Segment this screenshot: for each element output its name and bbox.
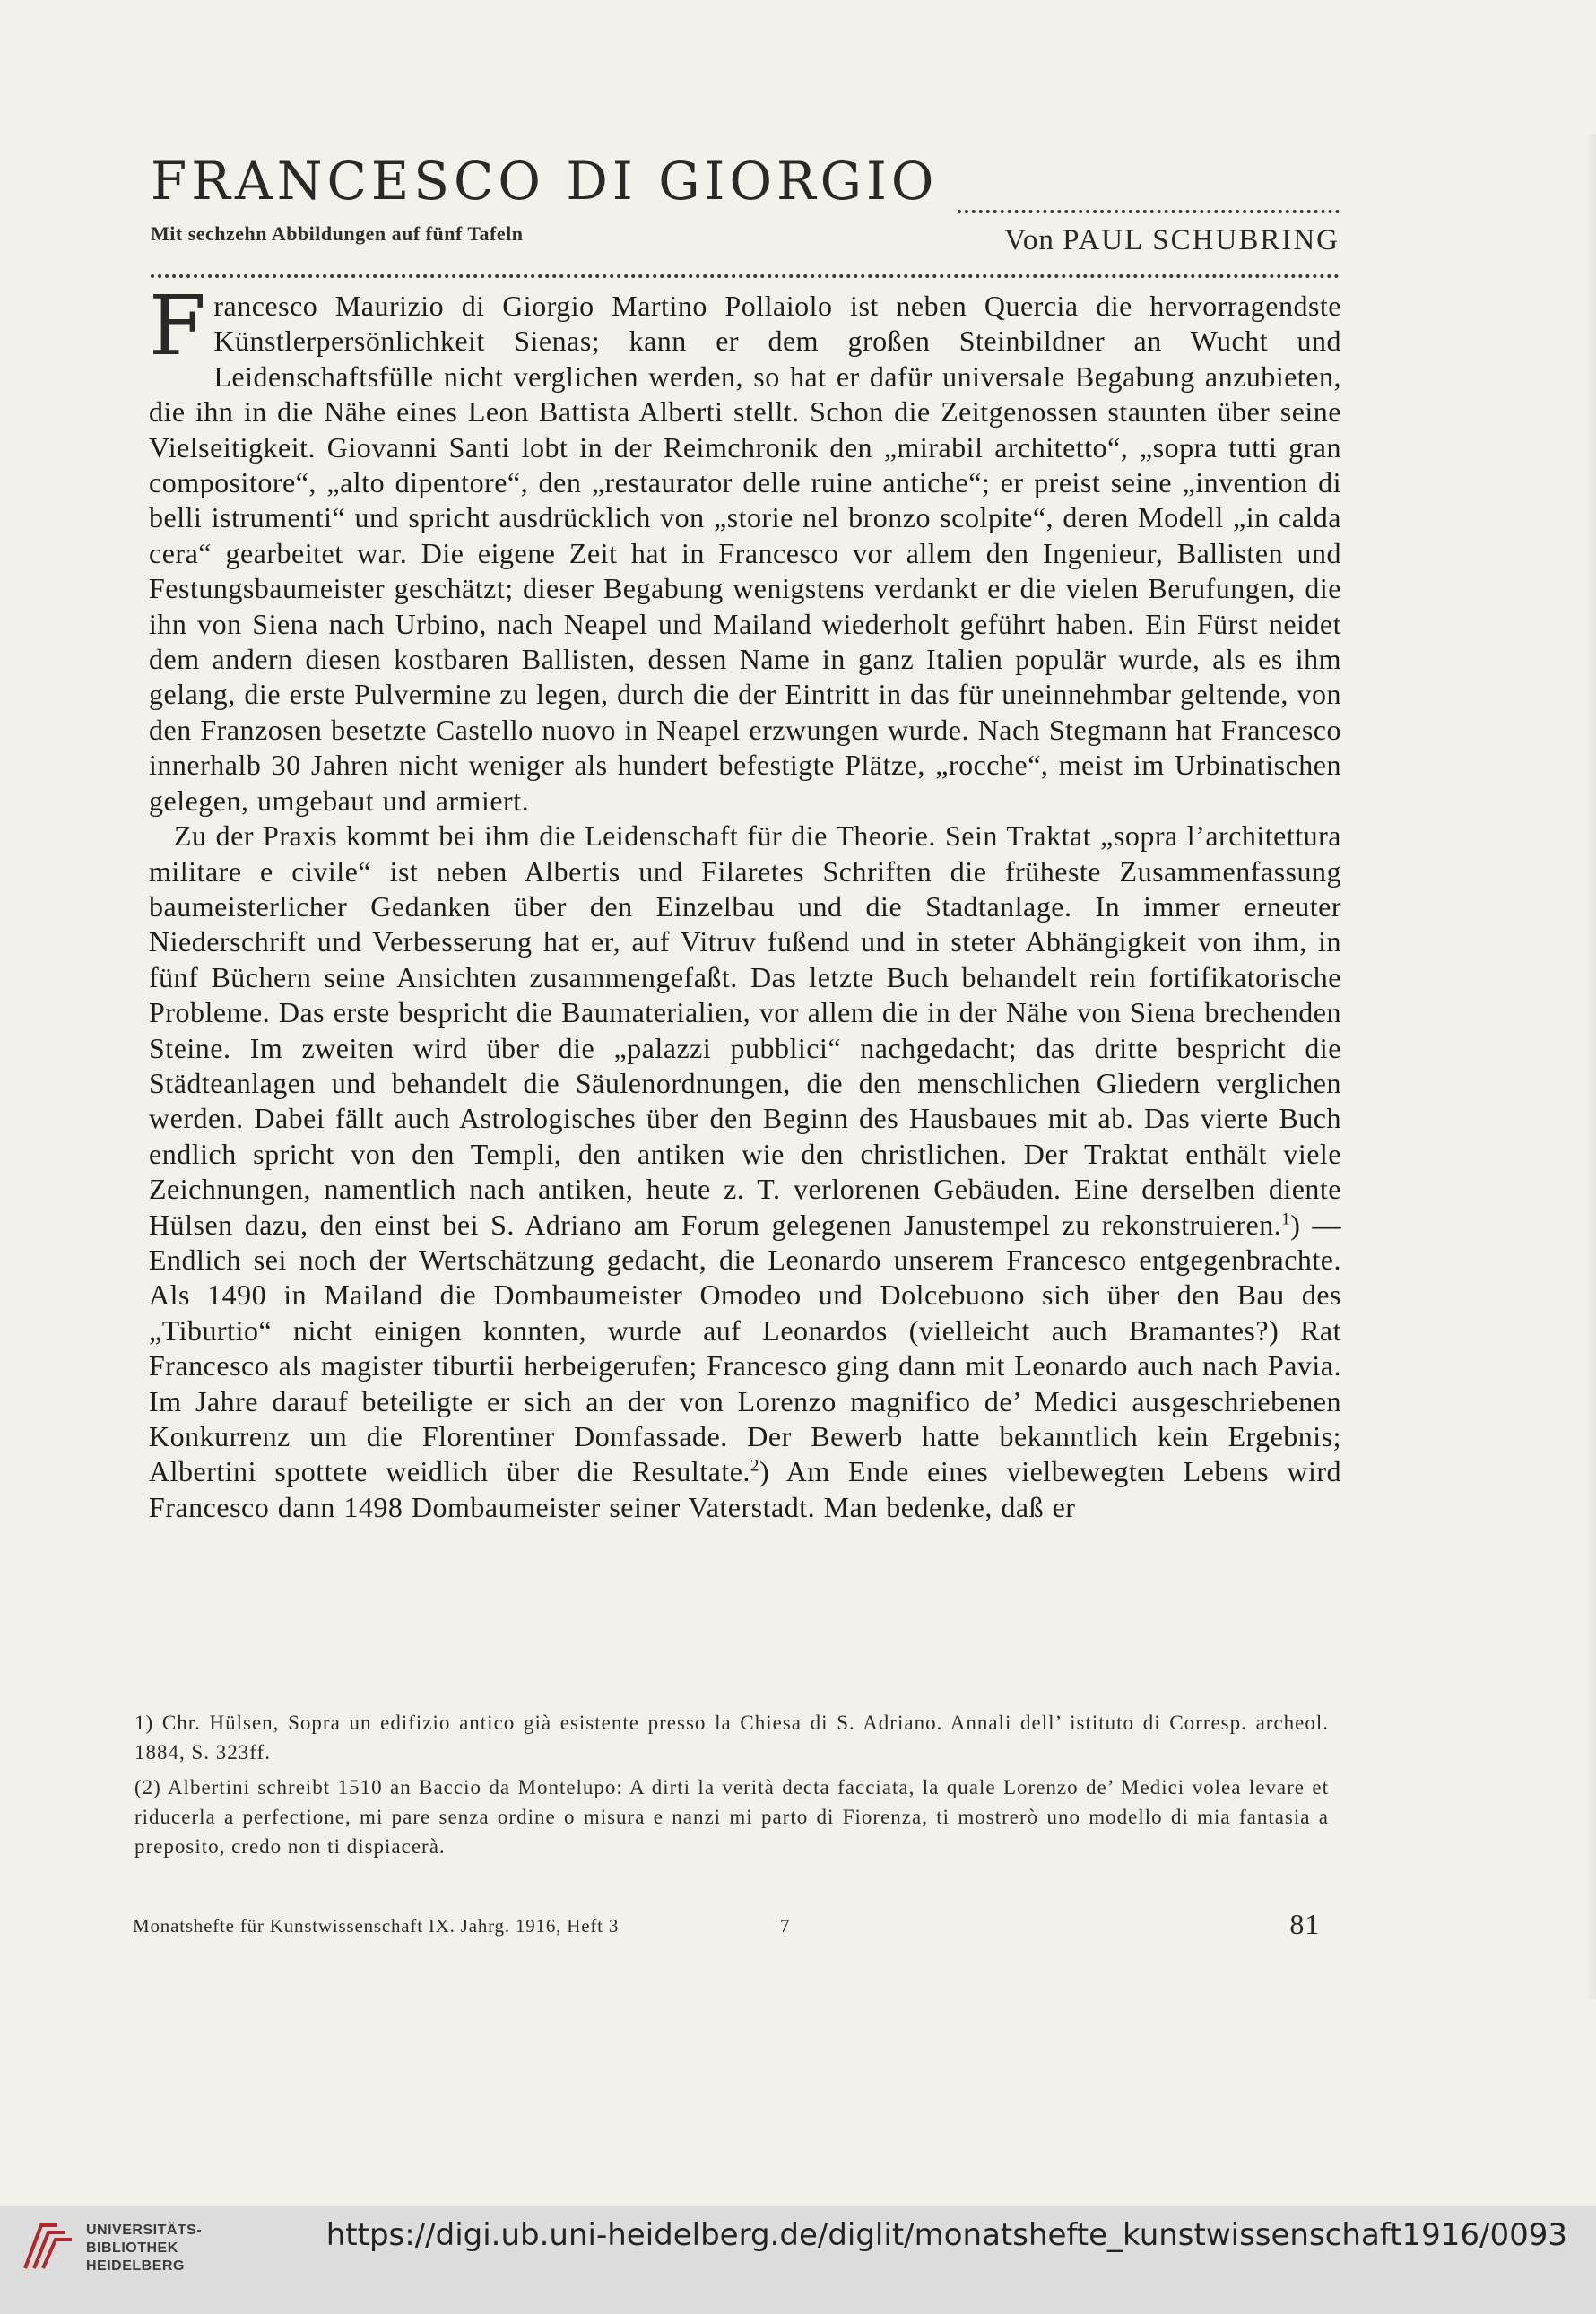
- permalink-url[interactable]: https://digi.ub.uni-heidelberg.de/diglit/monatshefte_kunstwissenschaft1916/0093: [325, 2217, 1567, 2253]
- library-name-line-1: UNIVERSITÄTS-: [86, 2223, 203, 2238]
- author-name: PAUL SCHUBRING: [1063, 224, 1340, 256]
- paragraph-2-text-b: ) — Endlich sei noch der Wertschätzung gedacht, die Leonardo unserem Francesco entgegenbrachte. Als 1490 in Mailand die Dombaumeister Omodeo und Dolcebuono sich über den Bau des „Tiburtio“ nicht einigen konnten, wurde auf Leonardos (vielleicht auch Bramantes?) Rat Francesco als magister tiburtii herbeigerufen; Francesco ging dann mit Leonardo auch nach Pavia. Im Jahre darauf beteiligte er sich an der von Lorenzo magnifico de’ Medici ausgeschriebenen Konkurrenz um die Florentiner Domfassade. Der Bewerb hatte bekanntlich kein Ergebnis; Albertini spottete weidlich über die Resultate.: [149, 1208, 1342, 1488]
- article-body: [149, 278, 1342, 1525]
- footnote-1: 1) Chr. Hülsen, Sopra un edifizio antico già esistente presso la Chiesa di S. Adriano. Annali dell’ istituto di Corresp. archeol. 1884, S. 323ff.: [134, 1712, 1329, 1764]
- footnotes: [134, 1708, 1329, 1867]
- title-row: [151, 151, 1340, 222]
- paragraph-2: [149, 819, 1341, 1525]
- article-title: FRANCESCO DI GIORGIO: [151, 151, 939, 212]
- paragraph-1: [149, 278, 1341, 819]
- library-name[interactable]: [86, 2222, 202, 2275]
- paragraph-1-text: rancesco Maurizio di Giorgio Martino Pollaiolo ist neben Quercia die hervorragendste Künstlerpersönlichkeit Sienas; kann er dem großen Steinbildner an Wucht und Leidenschaftsfülle nicht verglichen werden, so hat er dafür universale Begabung anzubieten, die ihn in die Nähe eines Leon Battista Alberti stellt. Schon die Zeitgenossen staunten über seine Vielseitigkeit. Giovanni Santi lobt in der Reimchronik den „mirabil architetto“, „sopra tutti gran compositore“, „alto dipentore“, den „restaurator delle ruine antiche“; er preist seine „invention di belli istrumenti“ und spricht ausdrücklich von „storie nel bronzo scolpite“, deren Modell „in calda cera“ gearbeitet war. Die eigene Zeit hat in Francesco vor allem den Ingenieur, Ballisten und Festungsbaumeister geschätzt; dieser Begabung wenigstens verdankt er die vielen Berufungen, die ihn von Siena nach Urbino, nach Neapel und Mailand wiederholt geführt haben. Ein Fürst neidet dem andern diesen kostbaren Ballisten, dessen Name in ganz Italien populär wurde, als es ihm gelang, die erste Pulvermine zu legen, durch die der Eintritt in das für uneinnehmbar geltende, von den Franzosen besetzte Castello nuovo in Neapel erzwungen wurde. Nach Stegmann hat Francesco innerhalb 30 Jahren nicht weniger als hundert befestigte Plätze, „rocche“, meist im Urbinatischen gelegen, umgebaut und armiert.: [149, 290, 1341, 817]
- page-edge-shadow: [1585, 134, 1596, 1999]
- header-dotted-rule: [151, 274, 1340, 278]
- paragraph-2-text-c: ) Am Ende eines vielbewegten Lebens wird Francesco dann 1498 Dombaumeister seiner Vaterstadt. Man bedenke, daß er: [149, 1455, 1342, 1523]
- page-number: 81: [1289, 1908, 1320, 1940]
- page-footer: [133, 1910, 1320, 1946]
- author-line: [1004, 224, 1340, 257]
- footnote-2: (2) Albertini schreibt 1510 an Baccio da Montelupo: A dirti la verità decta facciata, la quale Lorenzo de’ Medici volea levare et riducerla a perfectione, mi pare senza ordine o misura e nanzi mi parto di Fiorenza, ti mostrerò uno modello di mia fantasia a preposito, credo non ti dispiacerà.: [134, 1776, 1329, 1858]
- article-subtitle: Mit sechzehn Abbildungen auf fünf Tafeln: [151, 222, 524, 245]
- title-dotted-leader: [958, 210, 1340, 213]
- library-name-line-2: BIBLIOTHEK: [86, 2240, 178, 2256]
- paragraph-2-text-a: Zu der Praxis kommt bei ihm die Leidenschaft für die Theorie. Sein Traktat „sopra l’architettura militare e civile“ ist neben Albertis und Filaretes Schriften die früheste Zusammenfassung baumeisterlicher Gedanken über den Einzelbau und die Stadtanlage. In immer erneuter Niederschrift und Verbesserung hat er, auf Vitruv fußend und in steter Abhängigkeit von ihm, in fünf Büchern seine Ansichten zusammengefaßt. Das letzte Buch behandelt rein fortifikatorische Probleme. Das erste bespricht die Baumaterialien, vor allem die in der Nähe von Siena brechenden Steine. Im zweiten wird über die „palazzi pubblici“ nachgedacht; das dritte bespricht die Städteanlagen und behandelt die Säulenordnungen, die den menschlichen Gliedern verglichen werden. Dabei fällt auch Astrologisches über den Beginn des Hausbaues mit ab. Das vierte Buch endlich spricht von den Templi, den antiken wie den christlichen. Der Traktat enthält viele Zeichnungen, namentlich nach antiken, heute z. T. verlorenen Gebäuden. Eine derselben diente Hülsen dazu, den einst bei S. Adriano am Forum gelegenen Janustempel zu rekonstruieren.: [149, 819, 1341, 1241]
- journal-citation: Monatshefte für Kunstwissenschaft IX. Jahrg. 1916, Heft 3: [133, 1915, 620, 1937]
- signature-mark: 7: [780, 1915, 791, 1937]
- drop-cap: F: [149, 278, 207, 374]
- university-library-logo-icon[interactable]: [18, 2216, 77, 2275]
- footnote-ref-1[interactable]: 1: [1281, 1209, 1291, 1228]
- library-name-line-3: HEIDELBERG: [86, 2258, 185, 2274]
- footnote-ref-2[interactable]: 2: [750, 1456, 760, 1476]
- author-prefix: Von: [1004, 224, 1054, 256]
